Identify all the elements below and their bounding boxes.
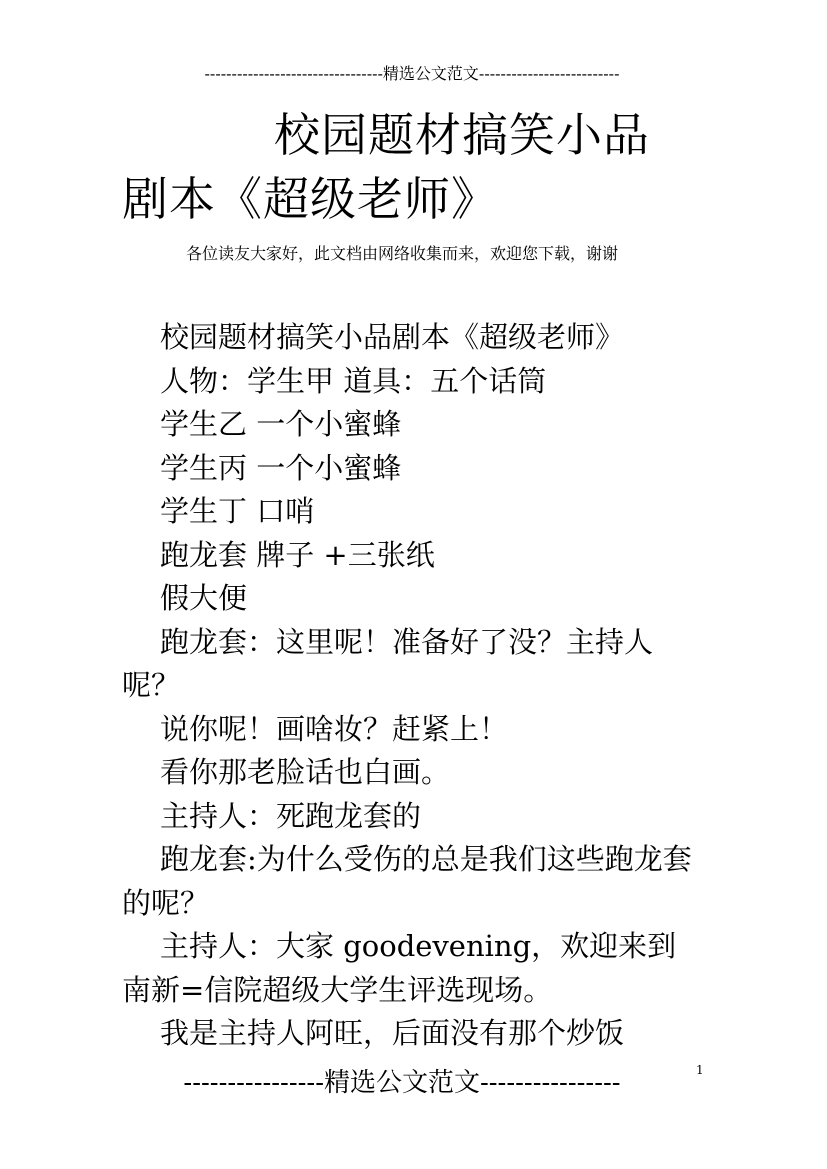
paragraph: 假大便 <box>160 581 248 615</box>
paragraph: 学生丁 口哨 <box>160 494 315 528</box>
paragraph: 说你呢！画啥妆？赶紧上！ <box>160 711 509 746</box>
page-number: 1 <box>696 1063 704 1077</box>
paragraph: 主持人：大家 goodevening，欢迎来到南新=信院超级大学生评选现场。 <box>122 929 677 1007</box>
paragraph: 人物：学生甲 道具：五个话筒 <box>160 363 547 398</box>
document-title <box>122 103 712 231</box>
page-footer: ----------------精选公文范文---------------- <box>183 1068 621 1098</box>
title-line-2: 剧本《超级老师》 <box>122 172 498 226</box>
document-subtitle: 各位读友大家好，此文档由网络收集而来，欢迎您下载，谢谢 <box>186 244 619 263</box>
paragraph: 跑龙套：这里呢！准备好了没？主持人呢？ <box>122 624 654 702</box>
paragraph: 跑龙套:为什么受伤的总是我们这些跑龙套的呢？ <box>122 842 692 920</box>
paragraph: 主持人：死跑龙套的 <box>160 798 422 833</box>
page-header: ---------------------------------精选公文范文-------------------------- <box>204 64 620 83</box>
paragraph: 看你那老脸话也白画。 <box>160 755 451 789</box>
paragraph: 学生乙 一个小蜜蜂 <box>160 407 402 441</box>
title-line-1: 校园题材搞笑小品 <box>274 108 650 162</box>
paragraph: 跑龙套 牌子 +三张纸 <box>160 537 435 572</box>
paragraph: 我是主持人阿旺，后面没有那个炒饭 <box>160 1016 625 1050</box>
paragraph: 校园题材搞笑小品剧本《超级老师》 <box>160 320 625 354</box>
paragraph: 学生丙 一个小蜜蜂 <box>160 450 402 485</box>
document-body <box>122 316 704 1056</box>
